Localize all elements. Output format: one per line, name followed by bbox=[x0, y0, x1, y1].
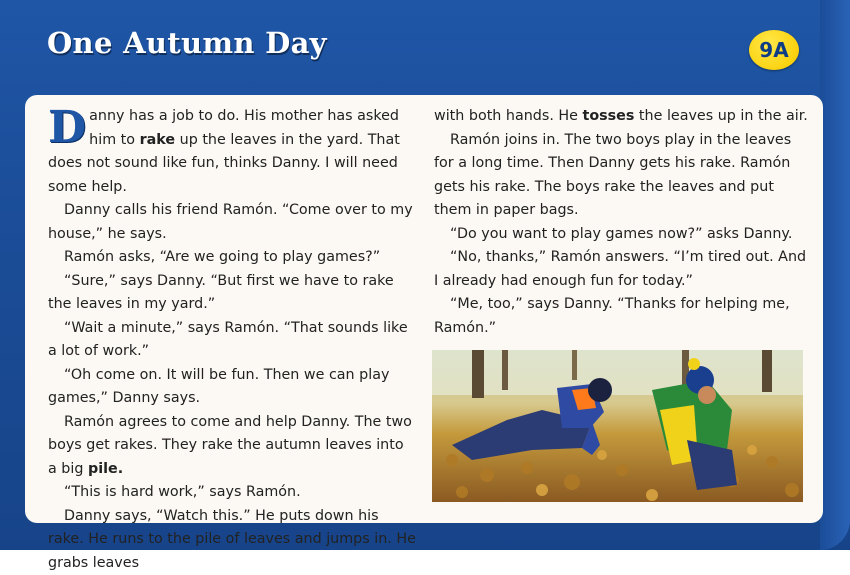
story-paragraph bbox=[48, 105, 416, 199]
story-text: “No, thanks,” Ramón answers. “I’m tired out. And I already had enough fun for today.” bbox=[434, 249, 806, 289]
story-paragraph bbox=[434, 246, 812, 293]
boys-in-leaves-illustration bbox=[432, 350, 803, 502]
story-text: “Sure,” says Danny. “But first we have to rake the leaves in my yard.” bbox=[48, 273, 394, 313]
story-text: Danny calls his friend Ramón. “Come over to my house,” he says. bbox=[48, 202, 413, 242]
story-text: “This is hard work,” says Ramón. bbox=[64, 484, 301, 500]
story-paragraph bbox=[434, 293, 812, 340]
story-paragraph bbox=[48, 411, 416, 482]
story-text: up the leaves in the yard. That does not sound like fun, thinks Danny. I will need some help. bbox=[48, 132, 400, 195]
story-paragraph bbox=[48, 246, 416, 270]
story-text: Ramón asks, “Are we going to play games?” bbox=[64, 249, 380, 265]
story-text: Danny says, “Watch this.” He puts down his rake. He runs to the pile of leaves and jumps in. He grabs leaves bbox=[48, 508, 416, 571]
story-paragraph bbox=[434, 129, 812, 223]
level-badge: 9A bbox=[749, 30, 799, 70]
story-paragraph bbox=[48, 317, 416, 364]
vocabulary-word: tosses bbox=[583, 108, 635, 124]
card-edge bbox=[820, 0, 850, 550]
story-text: Ramón agrees to come and help Danny. The two boys get rakes. They rake the autumn leaves into a big bbox=[48, 414, 412, 477]
story-paragraph bbox=[48, 505, 416, 575]
story-text: “Wait a minute,” says Ramón. “That sounds like a lot of work.” bbox=[48, 320, 408, 360]
story-text: “Me, too,” says Danny. “Thanks for helping me, Ramón.” bbox=[434, 296, 790, 336]
story-text: “Do you want to play games now?” asks Danny. bbox=[450, 226, 792, 242]
autumn-leaves-photo bbox=[432, 350, 803, 502]
story-text: Ramón joins in. The two boys play in the leaves for a long time. Then Danny gets his rake. Ramón gets his rake. The boys rake the leaves and put them in paper bags. bbox=[434, 132, 791, 219]
drop-cap: D bbox=[48, 108, 86, 148]
story-paragraph bbox=[434, 223, 812, 247]
story-paragraph bbox=[48, 364, 416, 411]
story-text: the leaves up in the air. bbox=[634, 108, 807, 124]
story-text: anny has a job to do. His mother has asked him to bbox=[89, 108, 399, 148]
vocabulary-word: rake bbox=[140, 132, 176, 148]
story-text: “Oh come on. It will be fun. Then we can play games,” Danny says. bbox=[48, 367, 389, 407]
story-paragraph bbox=[48, 199, 416, 246]
story-paragraph bbox=[48, 481, 416, 505]
story-paragraph bbox=[434, 105, 812, 129]
story-column-left bbox=[48, 105, 416, 575]
story-text: with both hands. He bbox=[434, 108, 583, 124]
page-title: One Autumn Day bbox=[47, 26, 327, 60]
vocabulary-word: pile. bbox=[88, 461, 123, 477]
story-paragraph bbox=[48, 270, 416, 317]
story-column-right bbox=[434, 105, 812, 340]
